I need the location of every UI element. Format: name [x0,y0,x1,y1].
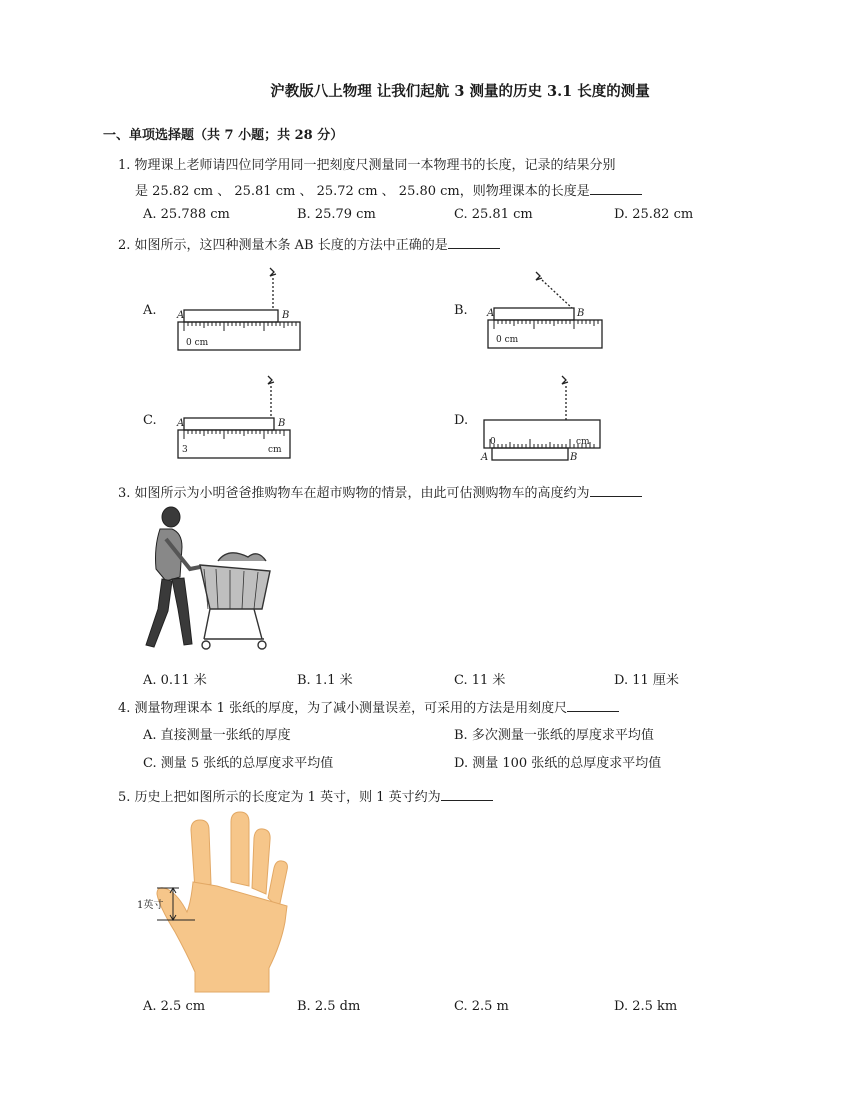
point-label-a: A [487,308,495,319]
q5-option-a[interactable]: A. 2.5 cm [143,999,206,1014]
q4-option-c[interactable]: C. 测量 5 张纸的总厚度求平均值 [143,756,334,771]
q4-option-b[interactable]: B. 多次测量一张纸的厚度求平均值 [454,728,654,743]
point-label-b: B [570,452,578,463]
page-title: 沪教版八上物理 让我们起航 3 测量的历史 3.1 长度的测量 [270,83,650,100]
point-label-b: B [577,308,585,319]
q1-option-c[interactable]: C. 25.81 cm [454,207,533,222]
point-label-a: A [177,310,185,321]
ruler-unit: cm [576,437,590,447]
question-1-line2: 是 25.82 cm 、 25.81 cm 、 25.72 cm 、 25.80 cm，则物理课本的长度是 [135,180,642,199]
inch-label: 1英寸 [137,900,164,911]
answer-blank[interactable] [567,699,619,712]
q3-option-d[interactable]: D. 11 厘米 [614,673,679,688]
ruler-figure-d [478,368,618,468]
section-heading: 一、单项选择题（共 7 小题；共 28 分） [103,128,344,143]
question-1-line1: 1. 物理课上老师请四位同学用同一把刻度尺测量同一本物理书的长度，记录的结果分别 [118,158,616,173]
q4-option-a[interactable]: A. 直接测量一张纸的厚度 [143,728,291,743]
q5-option-d[interactable]: D. 2.5 km [614,999,678,1014]
ruler-label: 3 [182,445,188,455]
q3-option-a[interactable]: A. 0.11 米 [143,673,207,688]
answer-blank[interactable] [590,182,642,195]
ruler-unit: cm [268,445,282,455]
ruler-ticks [494,320,598,329]
question-5-line1: 5. 历史上把如图所示的长度定为 1 英寸，则 1 英寸约为 [118,786,493,805]
point-label-b: B [282,310,290,321]
q4-option-d[interactable]: D. 测量 100 张纸的总厚度求平均值 [454,756,662,771]
q5-option-b[interactable]: B. 2.5 dm [297,999,361,1014]
answer-blank[interactable] [590,484,642,497]
ruler-label: 0 cm [186,338,209,348]
q5-option-c[interactable]: C. 2.5 m [454,999,509,1014]
ruler-figure-b [480,258,620,358]
shopping-cart-figure [138,505,278,655]
ruler-ticks [184,430,284,439]
figure-label-a: A. [143,303,157,318]
q1-option-a[interactable]: A. 25.788 cm [143,207,230,222]
ruler-figure-a [170,258,310,358]
figure-label-d: D. [454,413,469,428]
ruler-zero: 0 [490,437,496,447]
ruler-label: 0 cm [496,335,519,345]
q3-option-c[interactable]: C. 11 米 [454,673,506,688]
question-4-line1: 4. 测量物理课本 1 张纸的厚度，为了减小测量误差，可采用的方法是用刻度尺 [118,697,619,716]
ruler-figure-c [170,368,310,468]
hand-inch-figure [135,812,295,992]
question-2-line1: 2. 如图所示，这四种测量木条 AB 长度的方法中正确的是 [118,234,500,253]
answer-blank[interactable] [441,788,493,801]
question-3-line1: 3. 如图所示为小明爸爸推购物车在超市购物的情景，由此可估测购物车的高度约为 [118,482,642,501]
point-label-a: A [481,452,489,463]
figure-label-c: C. [143,413,157,428]
point-label-b: B [278,418,286,429]
point-label-a: A [177,418,185,429]
figure-label-b: B. [454,303,468,318]
q3-option-b[interactable]: B. 1.1 米 [297,673,353,688]
q1-option-d[interactable]: D. 25.82 cm [614,207,694,222]
q1-option-b[interactable]: B. 25.79 cm [297,207,376,222]
ruler-ticks [184,322,296,331]
answer-blank[interactable] [448,236,500,249]
